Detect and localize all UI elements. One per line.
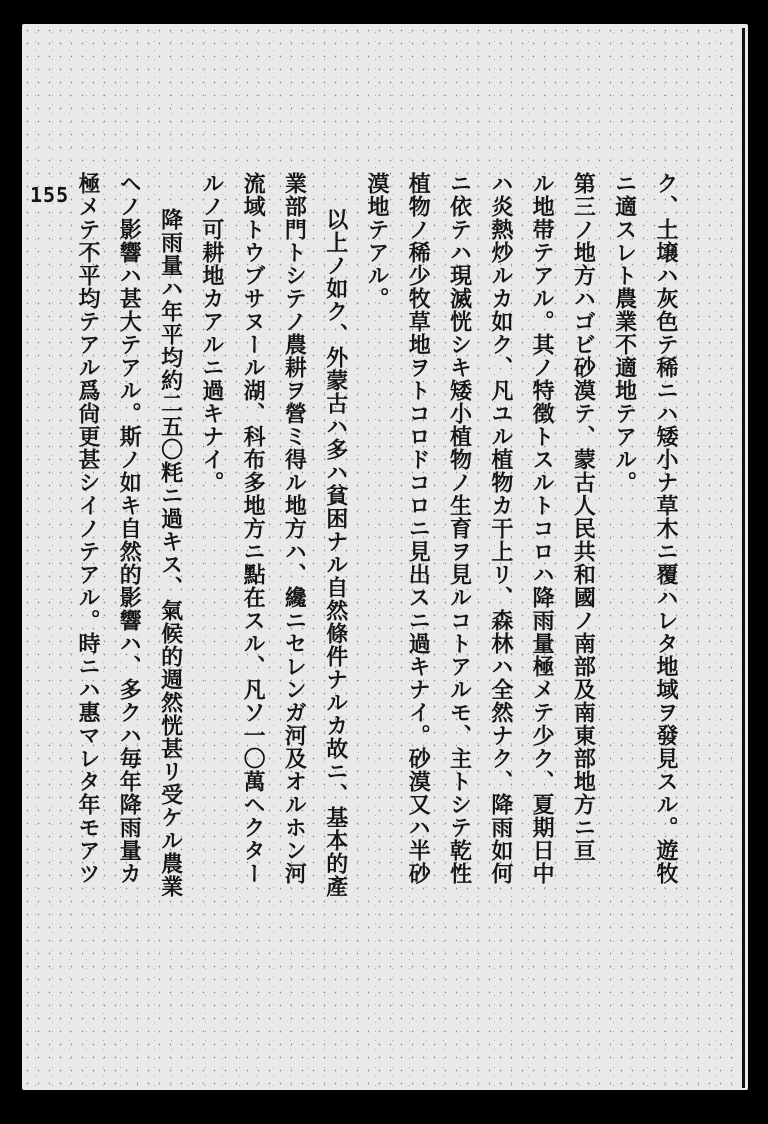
text-column: 漠地テアル。 <box>363 172 390 310</box>
text-column: 降雨量ハ年平均約二五〇粍ニ過キス、氣候的週然恍甚リ受ケル農業 <box>157 208 184 898</box>
text-column: ルノ可耕地カアルニ過キナイ。 <box>198 172 225 494</box>
text-column: ル地帯テアル。其ノ特徴トスルトコロハ降雨量極メテ少ク、夏期日中 <box>529 172 556 885</box>
text-column: 以上ノ如ク、外蒙古ハ多ハ貧困ナル自然條件ナルカ故ニ、基本的產 <box>322 208 349 898</box>
text-column: ク、土壌ハ灰色テ稀ニハ矮小ナ草木ニ覆ハレタ地域ヲ發見スル。遊牧 <box>652 172 679 885</box>
text-column: ニ適スレト農業不適地テアル。 <box>611 172 638 494</box>
text-column: 業部門トシテノ農耕ヲ營ミ得ル地方ハ、纔ニセレンガ河及オルホン河 <box>281 172 308 885</box>
text-column: 植物ノ稀少牧草地ヲトコロドコロニ見出スニ過キナイ。砂漠又ハ半砂 <box>405 172 432 885</box>
page-edge-line <box>742 28 745 1088</box>
text-column: 第三ノ地方ハゴビ砂漠テ、蒙古人民共和國ノ南部及南東部地方ニ亘 <box>570 172 597 862</box>
text-column: 流域トウブサヌール湖、科布多地方ニ點在スル、凡ソ一〇萬ヘクター <box>240 172 267 885</box>
text-column: 極メテ不平均テアル爲尙更甚シイノテアル。時ニハ惠マレタ年モアツ <box>75 172 101 885</box>
text-column: ヘノ影響ハ甚大テアル。斯ノ如キ自然的影響ハ、多クハ毎年降雨量カ <box>116 172 143 885</box>
page-number: 155 <box>30 183 70 207</box>
text-column: ニ依テハ現滅恍シキ矮小植物ノ生育ヲ見ルコトアルモ、主トシテ乾性 <box>446 172 473 885</box>
vertical-text-body <box>72 172 684 1002</box>
text-column: ハ炎熱炒ルカ如ク、凡ユル植物カ干上リ、森林ハ全然ナク、降雨如何 <box>487 172 514 885</box>
